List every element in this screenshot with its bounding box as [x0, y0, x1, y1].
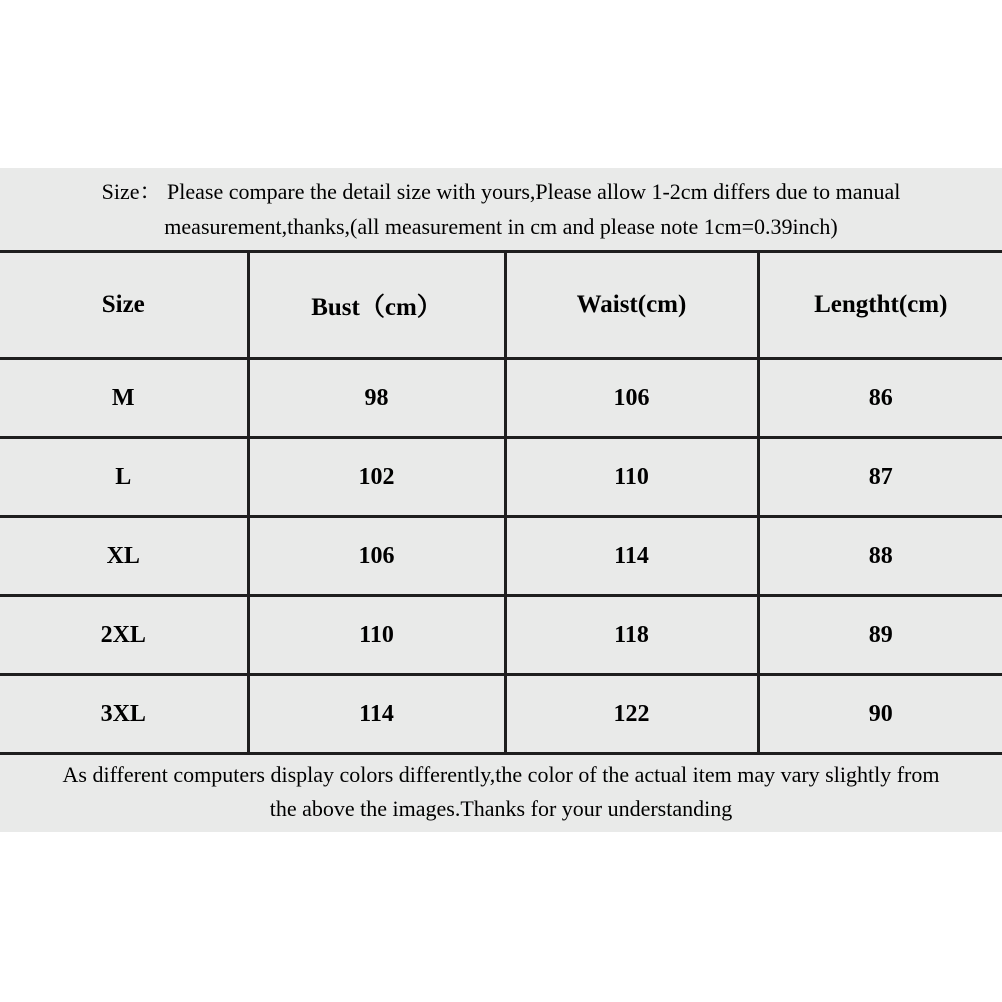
size-measurement-note	[0, 168, 1002, 250]
length-cell: 90	[758, 675, 1002, 754]
column-header-length: Lengtht(cm)	[758, 252, 1002, 359]
size-note-line-2: measurement,thanks,(all measurement in cm and please note 1cm=0.39inch)	[164, 214, 838, 239]
table-row	[0, 675, 1002, 754]
waist-cell: 110	[505, 438, 758, 517]
color-disclaimer	[0, 755, 1002, 829]
table-row	[0, 438, 1002, 517]
size-cell: L	[0, 438, 248, 517]
bust-cell: 98	[248, 359, 505, 438]
bust-cell: 110	[248, 596, 505, 675]
length-cell: 87	[758, 438, 1002, 517]
table-row	[0, 517, 1002, 596]
column-header-waist: Waist(cm)	[505, 252, 758, 359]
color-disclaimer-line-1: As different computers display colors differently,the color of the actual item may vary slightly from	[62, 762, 940, 787]
waist-cell: 118	[505, 596, 758, 675]
size-note-line-1: Size： Please compare the detail size with yours,Please allow 1-2cm differs due to manual	[101, 179, 901, 204]
size-chart-header-row	[0, 252, 1002, 359]
color-disclaimer-line-2: the above the images.Thanks for your understanding	[269, 796, 733, 821]
waist-cell: 122	[505, 675, 758, 754]
column-header-size: Size	[0, 252, 248, 359]
size-cell: 3XL	[0, 675, 248, 754]
bust-cell: 106	[248, 517, 505, 596]
table-row	[0, 359, 1002, 438]
column-header-bust: Bust（cm）	[248, 252, 505, 359]
bust-cell: 114	[248, 675, 505, 754]
table-row	[0, 596, 1002, 675]
length-cell: 88	[758, 517, 1002, 596]
length-cell: 89	[758, 596, 1002, 675]
size-cell: 2XL	[0, 596, 248, 675]
size-cell: XL	[0, 517, 248, 596]
size-info-panel	[0, 168, 1002, 832]
waist-cell: 106	[505, 359, 758, 438]
waist-cell: 114	[505, 517, 758, 596]
size-cell: M	[0, 359, 248, 438]
bust-cell: 102	[248, 438, 505, 517]
size-chart-table	[0, 250, 1002, 755]
length-cell: 86	[758, 359, 1002, 438]
